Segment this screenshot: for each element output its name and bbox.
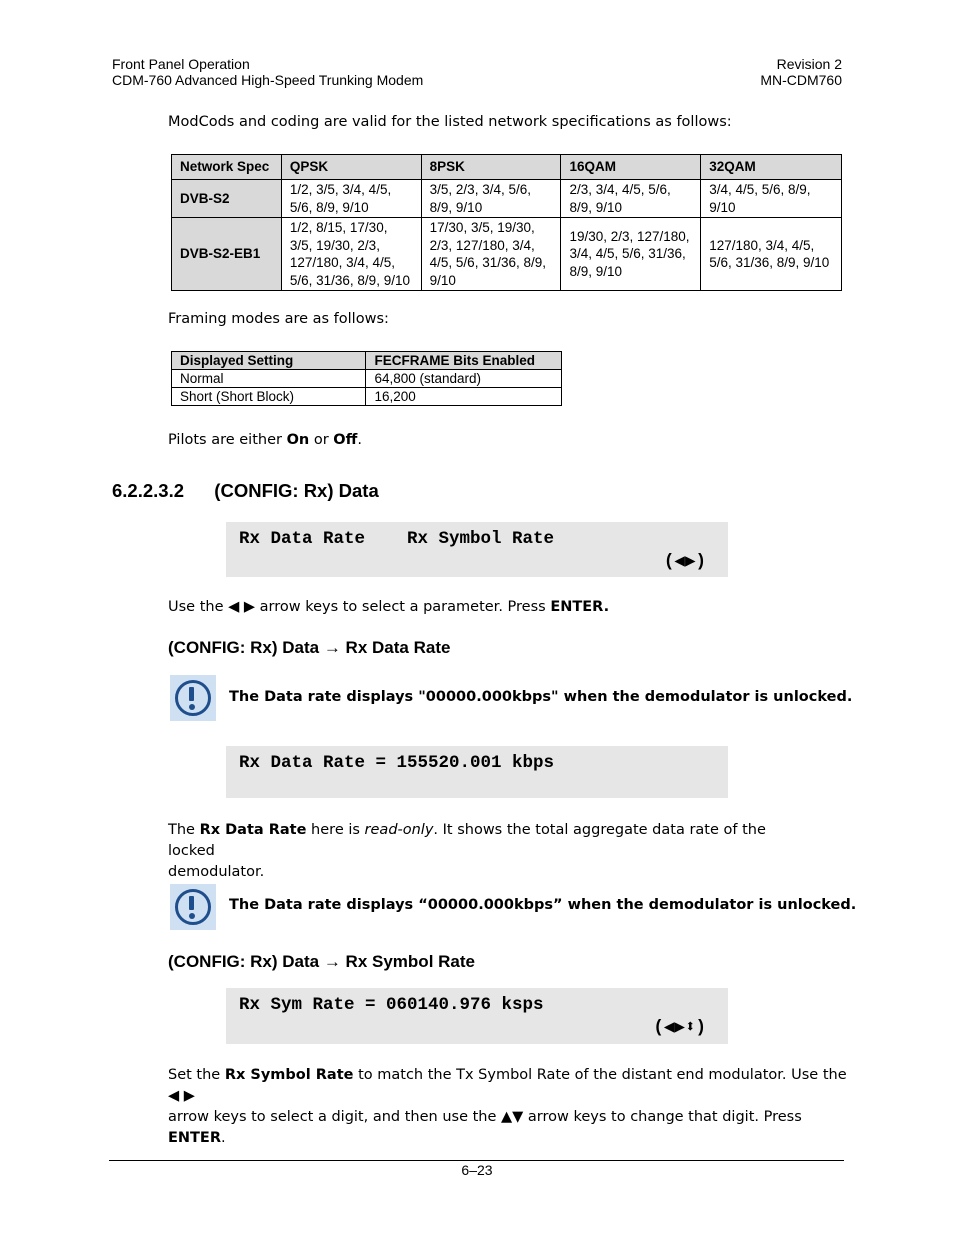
lcd-line-1: Rx Data Rate Rx Symbol Rate xyxy=(239,529,555,549)
pilots-on: On xyxy=(286,432,310,448)
modcod-table xyxy=(171,154,842,291)
column-header: 16QAM xyxy=(561,155,701,180)
header-manual-number: MN-CDM760 xyxy=(760,72,842,88)
page-number: 6–23 xyxy=(461,1162,493,1178)
column-header: 8PSK xyxy=(421,155,561,180)
table-row xyxy=(172,388,562,406)
table-row xyxy=(172,180,842,218)
bold-term: Rx Data Rate xyxy=(199,822,307,838)
text-span: The xyxy=(168,822,200,838)
framing-paragraph: Framing modes are as follows: xyxy=(168,311,389,327)
table-cell: 2/3, 3/4, 4/5, 5/6, 8/9, 9/10 xyxy=(561,180,701,218)
column-header: Network Spec xyxy=(172,155,282,180)
note-unlocked-2: The Data rate displays “00000.000kbps” when the demodulator is unlocked. xyxy=(229,897,857,913)
readonly-paragraph xyxy=(168,820,808,883)
italic-term: read-only xyxy=(364,822,434,838)
table-cell: 1/2, 8/15, 17/30, 3/5, 19/30, 2/3, 127/180, 3/4, 4/5, 5/6, 31/36, 8/9, 9/10 xyxy=(281,218,421,291)
enter-key: ENTER. xyxy=(550,599,610,615)
select-paragraph xyxy=(168,597,609,618)
pilots-paragraph xyxy=(168,430,362,451)
column-header: Displayed Setting xyxy=(172,352,366,370)
paragraph-line xyxy=(168,1107,848,1149)
table-cell: 19/30, 2/3, 127/180, 3/4, 4/5, 5/6, 31/36, 8/9, 9/10 xyxy=(561,218,701,291)
lcd-line-1: Rx Data Rate = 155520.001 kbps xyxy=(239,753,555,773)
subheading-rx-symbol-rate: (CONFIG: Rx) Data → Rx Symbol Rate xyxy=(168,952,475,971)
intro-paragraph: ModCods and coding are valid for the listed network specifications as follows: xyxy=(168,114,732,130)
paragraph-line xyxy=(168,820,808,862)
info-icon xyxy=(170,884,216,930)
text-span: Use the ◀ ▶ arrow keys to select a parameter. Press xyxy=(168,599,551,615)
text-span: . It shows the total aggregate data rate of the locked xyxy=(168,822,766,859)
info-icon xyxy=(170,675,216,721)
table-cell: 3/4, 4/5, 5/6, 8/9, 9/10 xyxy=(701,180,842,218)
lcd-display-rx-data-rate xyxy=(226,746,728,798)
note-unlocked-1: The Data rate displays "00000.000kbps" when the demodulator is unlocked. xyxy=(229,689,853,705)
header-chapter: Front Panel Operation xyxy=(112,56,250,72)
table-cell: 3/5, 2/3, 3/4, 5/6, 8/9, 9/10 xyxy=(421,180,561,218)
table-cell: 17/30, 3/5, 19/30, 2/3, 127/180, 3/4, 4/5, 5/6, 31/36, 8/9, 9/10 xyxy=(421,218,561,291)
column-header: QPSK xyxy=(281,155,421,180)
table-cell: 64,800 (standard) xyxy=(366,370,562,388)
table-cell: Short (Short Block) xyxy=(172,388,366,406)
column-header: FECFRAME Bits Enabled xyxy=(366,352,562,370)
section-number: 6.2.2.3.2 xyxy=(112,480,185,501)
framing-header-row xyxy=(172,352,562,370)
table-cell: 1/2, 3/5, 3/4, 4/5, 5/6, 8/9, 9/10 xyxy=(281,180,421,218)
header-product: CDM-760 Advanced High-Speed Trunking Modem xyxy=(112,72,424,88)
section-heading xyxy=(112,480,379,502)
lcd-line-1: Rx Sym Rate = 060140.976 ksps xyxy=(239,995,544,1015)
text-span: or xyxy=(309,432,334,448)
row-header: DVB-S2 xyxy=(172,180,282,218)
lcd-display-rx-symbol-rate xyxy=(226,988,728,1044)
enter-key: ENTER xyxy=(168,1130,222,1146)
framing-table xyxy=(171,351,562,406)
lcd-line-2: (◀▶⬍) xyxy=(653,1018,706,1038)
text-span: Set the xyxy=(168,1067,225,1083)
paragraph-line: demodulator. xyxy=(168,864,265,880)
pilots-off: Off xyxy=(333,432,358,448)
table-cell: 127/180, 3/4, 4/5, 5/6, 31/36, 8/9, 9/10 xyxy=(701,218,842,291)
header-revision: Revision 2 xyxy=(776,56,842,72)
section-title: (CONFIG: Rx) Data xyxy=(214,480,379,501)
text-span: . xyxy=(221,1130,226,1146)
text-span: to match the Tx Symbol Rate of the distant end modulator. Use the ◀ ▶ xyxy=(168,1067,847,1104)
subheading-rx-data-rate: (CONFIG: Rx) Data → Rx Data Rate xyxy=(168,638,451,657)
paragraph-line xyxy=(168,1065,848,1107)
symbol-rate-paragraph xyxy=(168,1065,848,1149)
header-left xyxy=(112,56,423,88)
text-span: Pilots are either xyxy=(168,432,287,448)
table-cell: Normal xyxy=(172,370,366,388)
text-span: here is xyxy=(306,822,365,838)
table-row xyxy=(172,218,842,291)
column-header: 32QAM xyxy=(701,155,842,180)
text-span: arrow keys to select a digit, and then use the ▲▼ arrow keys to change that digit. Press xyxy=(168,1109,802,1125)
bold-term: Rx Symbol Rate xyxy=(224,1067,354,1083)
modcod-header-row xyxy=(172,155,842,180)
footer-rule xyxy=(109,1160,844,1161)
row-header: DVB-S2-EB1 xyxy=(172,218,282,291)
lcd-line-2: (◀▶) xyxy=(663,552,706,572)
text-span: . xyxy=(357,432,362,448)
table-row xyxy=(172,370,562,388)
table-cell: 16,200 xyxy=(366,388,562,406)
header-right xyxy=(760,56,842,88)
lcd-display-config-rx-data xyxy=(226,522,728,577)
